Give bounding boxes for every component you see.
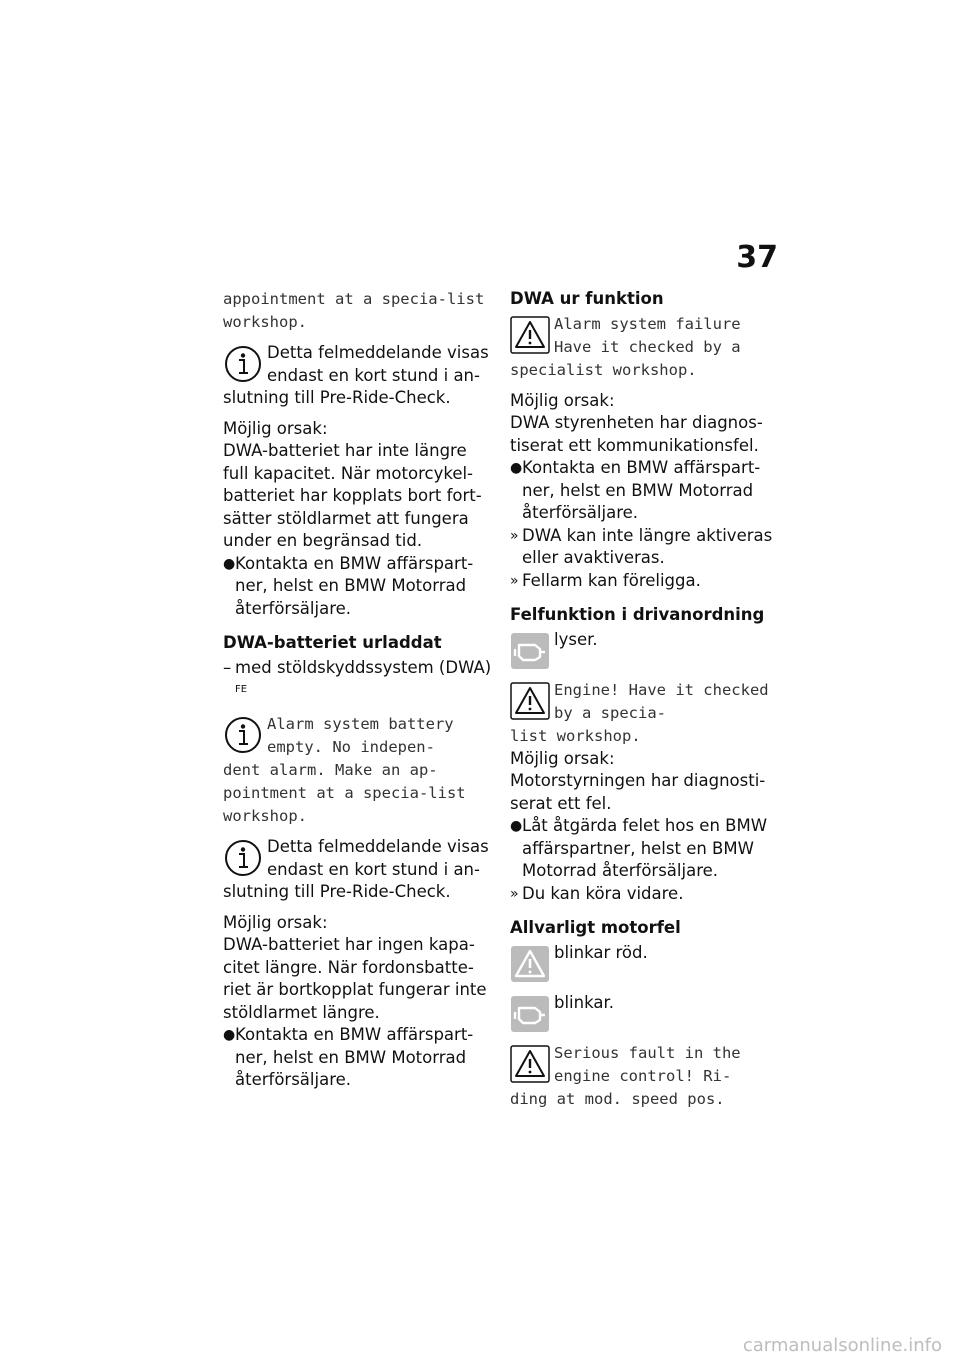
message-note	[510, 313, 780, 359]
list-item: » Du kan köra vidare.	[510, 883, 780, 906]
display-message: Alarm system battery empty. No indepen-	[267, 715, 454, 756]
section-heading: Felfunktion i drivanordning	[510, 605, 765, 624]
indicator-text: blinkar röd.	[554, 942, 648, 962]
cause-text: DWA-batteriet har ingen kapa-citet längre. När fordonsbatte-riet är bortkopplat fungerar inte stöldlarmet längre.	[223, 935, 487, 1022]
display-message-cont: ding at mod. speed pos.	[510, 1089, 725, 1108]
cause-text: DWA-batteriet har inte längre full kapacitet. När motorcykel-batteriet har kopplats bort fort-sätter stöldlarmet att fungera under en begränsad tid.	[223, 441, 482, 550]
dash-icon: –	[223, 657, 232, 677]
page-number: 37	[736, 240, 778, 275]
watermark: carmanualsonline.info	[742, 1335, 942, 1356]
display-message: Engine! Have it checked by a specia-	[554, 680, 769, 722]
info-note	[223, 342, 493, 387]
bullet-dot-icon: ●	[223, 555, 236, 572]
engine-warning-icon	[510, 631, 550, 671]
section-heading: Allvarligt motorfel	[510, 918, 681, 937]
result-arrow-icon: »	[510, 527, 519, 544]
message-note	[510, 679, 780, 725]
bullet-dot-icon: ●	[510, 818, 523, 834]
indicator-note	[510, 629, 780, 671]
cause-label: Möjlig orsak:	[223, 418, 328, 438]
display-message-cont: list workshop.	[510, 726, 641, 745]
bullet-dot-icon: ●	[223, 1027, 236, 1043]
list-item: ● Kontakta en BMW affärspart-ner, helst en BMW Motorrad återförsäljare.	[223, 553, 474, 618]
result-arrow-icon: »	[510, 572, 519, 589]
general-warning-icon	[510, 944, 550, 984]
info-icon	[223, 715, 263, 755]
info-note	[223, 836, 493, 881]
message-note	[223, 713, 493, 759]
cause-label: Möjlig orsak:	[510, 748, 615, 768]
cause-text: Motorstyrningen har diagnosti-serat ett fel.	[510, 771, 766, 813]
warning-triangle-icon	[510, 315, 550, 355]
list-item: » DWA kan inte längre aktiveras eller avaktiveras.	[510, 525, 773, 567]
warning-triangle-icon	[510, 681, 550, 721]
indicator-note	[510, 992, 780, 1034]
info-note-text: Detta felmeddelande visas endast en kort stund i an-	[267, 343, 489, 385]
warning-triangle-icon	[510, 1044, 550, 1084]
cause-label: Möjlig orsak:	[223, 912, 328, 932]
info-note-text-cont: slutning till Pre-Ride-Check.	[223, 882, 451, 901]
section-heading: DWA-batteriet urladdat	[223, 633, 442, 652]
display-message: Serious fault in the engine control! Ri-	[554, 1043, 741, 1085]
right-column	[510, 288, 780, 1111]
action-list	[223, 553, 493, 621]
section-heading: DWA ur funktion	[510, 289, 664, 308]
list-item: ● Kontakta en BMW affärspart-ner, helst en BMW Motorrad återförsäljare.	[510, 458, 761, 522]
info-icon	[223, 838, 263, 878]
indicator-text: blinkar.	[554, 992, 614, 1012]
info-note-text: Detta felmeddelande visas endast en kort stund i an-	[267, 837, 489, 879]
action-list	[510, 815, 780, 905]
indicator-note	[510, 942, 780, 984]
result-arrow-icon: »	[510, 885, 519, 902]
engine-warning-icon	[510, 994, 550, 1034]
display-message-continued: appointment at a specia-list workshop.	[223, 290, 485, 331]
indicator-text: lyser.	[554, 629, 598, 649]
list-item: » Fellarm kan föreligga.	[510, 570, 780, 593]
action-list	[510, 457, 780, 592]
display-message: Alarm system failure Have it checked by a	[554, 314, 741, 356]
action-list	[223, 1024, 493, 1092]
list-item: ● Låt åtgärda felet hos en BMW affärspartner, helst en BMW Motorrad återförsäljare.	[510, 816, 768, 880]
bullet-dot-icon: ●	[510, 460, 523, 476]
display-message-cont: specialist workshop.	[510, 360, 697, 379]
left-column	[223, 288, 493, 1092]
list-item: ● Kontakta en BMW affärspart-ner, helst en BMW Motorrad återförsäljare.	[223, 1025, 474, 1089]
info-icon	[223, 344, 263, 384]
equipment-note: – med stöldskyddssystem (DWA) $^{FE}$	[223, 657, 492, 695]
cause-label: Möjlig orsak:	[510, 390, 615, 410]
display-message-cont: dent alarm. Make an ap-pointment at a specia-list workshop.	[223, 761, 466, 825]
message-note	[510, 1042, 780, 1088]
cause-text: DWA styrenheten har diagnos-tiserat ett kommunikationsfel.	[510, 413, 763, 455]
info-note-text-cont: slutning till Pre-Ride-Check.	[223, 388, 451, 407]
